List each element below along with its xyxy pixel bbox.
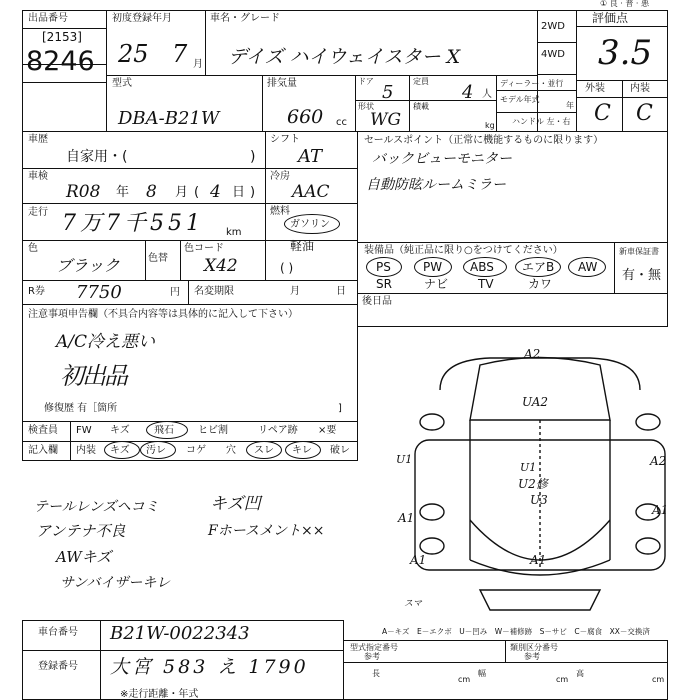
mark-7: U3	[530, 493, 548, 507]
history-close: )	[250, 149, 256, 165]
recycle-label: R券	[28, 286, 45, 297]
name-label: 車名・グレード	[210, 13, 280, 24]
recycle-value: 7750	[76, 282, 122, 303]
mark-5: U1	[520, 461, 537, 474]
insp-r2-1: キズ	[110, 445, 130, 456]
grade-label: 評価点	[592, 11, 629, 25]
registration-value: 大宮 583 え 1790	[110, 656, 309, 678]
inspector-label-2: 記入欄	[28, 445, 58, 456]
color-code-label: 色コード	[184, 243, 224, 254]
insp-r2-5: スレ	[254, 445, 274, 456]
disp-value: 660	[287, 106, 324, 128]
mileage-value: 7万7千551	[62, 211, 204, 236]
model-value: DBA-B21W	[118, 108, 220, 129]
history-value: 自家用・(	[66, 149, 128, 165]
insp-r1-5: ×要	[318, 425, 337, 436]
hei-unit: cm	[652, 675, 665, 684]
insp-r1-0: FW	[76, 425, 92, 436]
later-label: 後日品	[362, 296, 392, 307]
inspection-year-unit: 年	[116, 185, 130, 200]
mark-2: UA2	[522, 395, 549, 409]
load-unit: kg	[485, 121, 495, 130]
color-label: 色	[28, 243, 38, 254]
mark-9: A1	[652, 503, 669, 517]
capacity-value: 4	[462, 82, 474, 103]
equip-airbag: エアB	[522, 260, 555, 274]
mark-6: U2修	[518, 477, 548, 491]
drive-4wd: 4WD	[541, 49, 565, 60]
hw-left-4: サンバイザーキレ	[60, 575, 171, 591]
mileage-unit: km	[226, 227, 242, 238]
mark-3: A2	[650, 454, 667, 468]
ext-label: 外装	[585, 83, 605, 94]
equip-pw: PW	[423, 260, 443, 274]
capacity-unit: 人	[482, 89, 492, 100]
capacity-label: 定員	[413, 77, 429, 86]
repaint-label: 色替	[148, 253, 168, 264]
shift-label: シフト	[270, 134, 300, 145]
first-reg-label: 初度登録年月	[112, 13, 172, 24]
mark-12: スマ	[404, 599, 422, 609]
int-label: 内装	[630, 83, 650, 94]
first-reg-month: 7	[172, 40, 188, 68]
history-label: 車歴	[28, 134, 48, 145]
disp-label: 排気量	[267, 78, 297, 89]
month-unit: 月	[193, 59, 203, 70]
limit-label: 名変期限	[194, 286, 234, 297]
year-unit: 年	[566, 101, 574, 110]
lot-label: 出品番号	[28, 13, 68, 24]
inspection-era: R08	[66, 182, 101, 202]
notes-line-1: A/C冷え悪い	[56, 332, 156, 352]
first-reg-year: 25	[118, 40, 149, 68]
notes-stamp: 初出品	[60, 362, 126, 390]
insp-r2-2: 汚レ	[146, 445, 166, 456]
aircon-value: AAC	[292, 182, 330, 202]
fuel-gas: ガソリン	[290, 219, 330, 230]
int-value: C	[636, 101, 653, 126]
registration-label: 登録番号	[38, 661, 78, 672]
model-year-label: モデル年式	[500, 95, 540, 104]
sales-line-1: バックビューモニター	[372, 151, 512, 167]
repair-close: ]	[338, 403, 342, 414]
hw-left-1: テールレンズヘコミ	[34, 499, 159, 515]
corner-note: ① 良 · 普 · 悪	[600, 0, 649, 8]
cat-label: 類別区分番号	[510, 643, 558, 652]
damage-legend: A－キズ E－エクボ U－凹み W－補修跡 S－サビ C－腐食 XX－交換済	[382, 627, 650, 636]
equip-navi: ナビ	[424, 277, 449, 291]
fuel-diesel: 軽油	[290, 239, 315, 253]
notes-label: 注意事項申告欄（不具合内容等は具体的に記入して下さい）	[28, 309, 298, 320]
mileage-label: 走行	[28, 207, 48, 218]
wid-label: 幅	[478, 669, 486, 678]
shape-label: 形状	[358, 102, 374, 111]
shape-value: WG	[370, 110, 402, 130]
ext-value: C	[594, 101, 611, 126]
cat-ref: 参考	[524, 652, 540, 661]
insp-r1-1: キズ	[110, 425, 130, 436]
load-label: 積載	[413, 102, 429, 111]
inspector-label-1: 検査員	[28, 425, 58, 436]
insp-r1-4: リペア跡	[258, 425, 298, 436]
inspection-paren-open: (	[194, 185, 200, 200]
hw-right-1: キズ凹	[210, 494, 261, 514]
insp-r1-3: ヒビ割	[198, 425, 228, 436]
equipment-label: 装備品（純正品に限り○をつけてください）	[364, 245, 563, 256]
warranty-label: 新車保証書	[619, 247, 659, 256]
doors-label: ドア	[358, 77, 374, 86]
type-ref: 参考	[364, 652, 380, 661]
mark-11: A1	[530, 553, 547, 567]
color-code-value: X42	[204, 256, 238, 276]
lot-sub: [2153]	[42, 30, 82, 44]
insp-r2-4: 穴	[226, 445, 236, 456]
inspection-day: 4	[210, 182, 221, 202]
hw-right-2: Fホースメント××	[208, 523, 325, 539]
inspection-month-unit: 月	[175, 185, 189, 200]
recycle-unit: 円	[170, 287, 180, 298]
insp-r2-0: 内装	[76, 445, 96, 456]
car-name: デイズ ハイウェイスター X	[228, 46, 461, 68]
equip-ps: PS	[376, 260, 391, 274]
equip-leather: カワ	[528, 277, 553, 291]
hw-left-2: アンテナ不良	[36, 522, 126, 540]
sales-line-2: 自動防眩ルームミラー	[366, 177, 506, 193]
sales-label: セールスポイント（正常に機能するものに限ります）	[364, 135, 604, 146]
handle-label: ハンドル 左・右	[512, 117, 571, 126]
wid-unit: cm	[556, 675, 569, 684]
inspection-month: 8	[146, 182, 157, 202]
color-paren: ( )	[280, 261, 294, 275]
inspection-day-unit: 日	[232, 185, 246, 200]
type-label: 型式指定番号	[350, 643, 398, 652]
chassis-label: 車台番号	[38, 627, 78, 638]
chassis-value: B21W-0022343	[110, 623, 250, 644]
fuel-label: 燃料	[270, 206, 290, 217]
equip-aw: AW	[578, 260, 598, 274]
hw-left-3: AWキズ	[56, 548, 112, 566]
drive-2wd: 2WD	[541, 21, 565, 32]
limit-month-unit: 月	[290, 286, 300, 297]
aircon-label: 冷房	[270, 171, 290, 182]
equip-abs: ABS	[470, 260, 494, 274]
len-unit: cm	[458, 675, 471, 684]
disp-unit: cc	[336, 117, 347, 128]
insp-r2-7: 破レ	[330, 445, 350, 456]
doors-value: 5	[382, 82, 394, 103]
warranty-value: 有・無	[622, 268, 662, 283]
repair-label: 修復歴 有［箇所	[44, 403, 118, 414]
equip-tv: TV	[478, 277, 494, 291]
inspection-paren-close: )	[250, 185, 256, 200]
dealer-label: ディーラー・並行	[500, 79, 564, 88]
footer-cut: ※走行距離・年式	[120, 689, 199, 700]
color-value: ブラック	[56, 256, 120, 275]
model-label: 型式	[112, 78, 132, 89]
equip-sr: SR	[376, 277, 392, 291]
mark-8: A1	[398, 511, 415, 525]
hei-label: 高	[576, 669, 584, 678]
mark-4: U1	[396, 453, 413, 466]
limit-day-unit: 日	[336, 286, 346, 297]
grade-value: 3.5	[598, 33, 653, 73]
shift-value: AT	[298, 146, 323, 167]
mark-1: A2	[524, 347, 541, 361]
insp-r1-2: 飛石	[154, 425, 174, 436]
lot-number: 8246	[26, 46, 95, 77]
inspection-label: 車検	[28, 171, 48, 182]
mark-10: A1	[410, 553, 427, 567]
len-label: 長	[372, 669, 380, 678]
insp-r2-6: キレ	[292, 445, 312, 456]
insp-r2-3: コゲ	[186, 445, 206, 456]
